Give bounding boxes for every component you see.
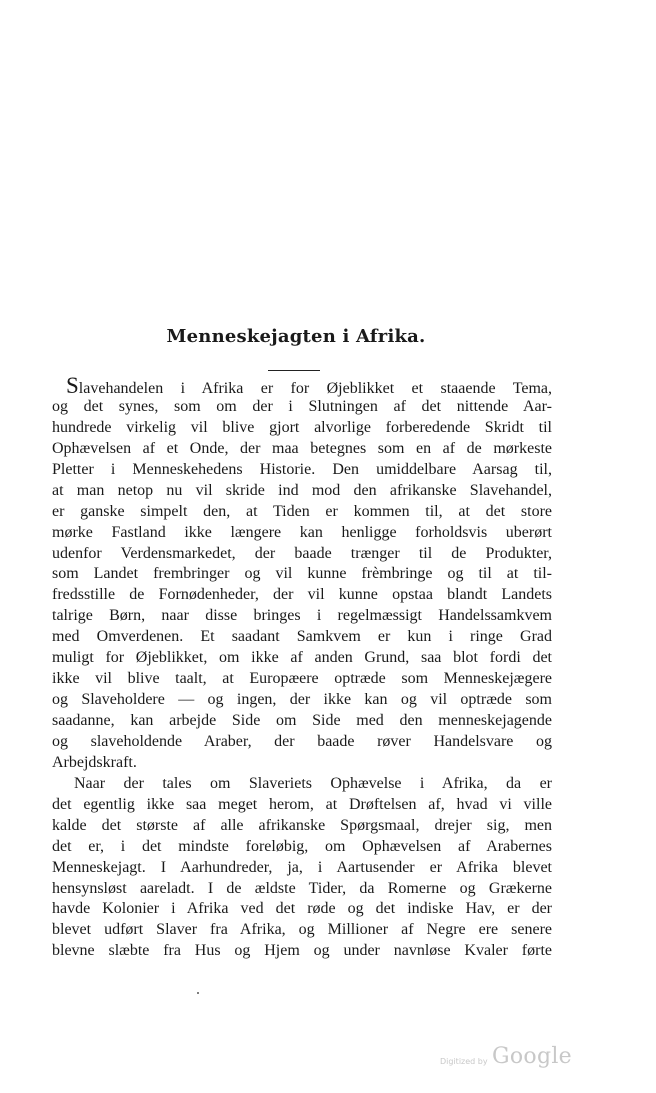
text-line: at man netop nu vil skride ind mod den afrikanske Slavehandel, bbox=[52, 481, 552, 499]
text-line: og Slaveholdere — og ingen, der ikke kan og vil optræde som bbox=[52, 691, 552, 709]
text-line: Arbejdskraft. bbox=[52, 753, 137, 771]
text-line: mørke Fastland ikke længere kan henligge forholdsvis uberørt bbox=[52, 523, 552, 541]
text-line: saadanne, kan arbejde Side om Side med den menneskejagende bbox=[52, 712, 552, 729]
text-line: som Landet frembringer og vil kunne frèmbringe og til at til- bbox=[52, 565, 552, 583]
text-line: talrige Børn, naar disse bringes i regelmæssigt Handelssamkvem bbox=[52, 607, 552, 625]
text-line: Ophævelsen af et Onde, der maa betegnes som en af de mørkeste bbox=[52, 439, 552, 457]
watermark-brand: Google bbox=[492, 1044, 573, 1069]
text-line: blevet udført Slaver fra Afrika, og Millioner af Negre ere senere bbox=[52, 921, 552, 939]
body-text bbox=[52, 376, 552, 962]
text-line: med Omverdenen. Et saadant Samkvem er kun i ringe Grad bbox=[52, 628, 552, 646]
text-line: hundrede virkelig vil blive gjort alvorlige forberedende Skridt til bbox=[52, 418, 552, 436]
dropcap: S bbox=[66, 376, 79, 397]
text-line: havde Kolonier i Afrika ved det røde og det indiske Hav, er der bbox=[52, 900, 552, 918]
text-line: Slavehandelen i Afrika er for Øjeblikket et staaende Tema, bbox=[52, 376, 552, 397]
text-line: Menneskejagt. I Aarhundreder, ja, i Aartusender er Afrika blevet bbox=[52, 858, 552, 876]
text-line: fredsstille de Fornødenheder, der vil kunne opstaa blandt Landets bbox=[52, 586, 552, 604]
watermark-prefix: Digitized by bbox=[440, 1057, 488, 1066]
text-line: er ganske simpelt den, at Tiden er kommen til, at det store bbox=[52, 502, 552, 520]
text-line: og slaveholdende Araber, der baade røver Handelsvare og bbox=[52, 732, 552, 750]
digitized-watermark bbox=[440, 1044, 590, 1074]
text-line: kalde det største af alle afrikanske Spørgsmaal, drejer sig, men bbox=[52, 816, 552, 834]
text-line: og det synes, som om der i Slutningen af det nittende Aar- bbox=[52, 397, 552, 415]
text-line: muligt for Øjeblikket, om ikke af anden Grund, saa blot fordi det bbox=[52, 649, 552, 667]
ink-speck bbox=[197, 992, 199, 994]
title-rule bbox=[268, 370, 320, 371]
text-line: Pletter i Menneskehedens Historie. Den umiddelbare Aarsag til, bbox=[52, 460, 552, 478]
text-line: hensynsløst aareladt. I de ældste Tider, da Romerne og Grækerne bbox=[52, 879, 552, 897]
chapter-title: Menneskejagten i Afrika. bbox=[166, 326, 426, 347]
text-line: det egentlig ikke saa meget herom, at Drøftelsen af, hvad vi ville bbox=[52, 795, 552, 813]
text-line: Naar der tales om Slaveriets Ophævelse i Afrika, da er bbox=[74, 774, 552, 792]
text-line: ikke vil blive taalt, at Europæere optræde som Menneskejægere bbox=[52, 670, 552, 688]
text-line: det er, i det mindste foreløbig, om Ophævelsen af Arabernes bbox=[52, 837, 552, 855]
text-line: udenfor Verdensmarkedet, der baade trænger til de Produkter, bbox=[52, 544, 552, 562]
text-line: blevne slæbte fra Hus og Hjem og under navnløse Kvaler førte bbox=[52, 942, 552, 960]
